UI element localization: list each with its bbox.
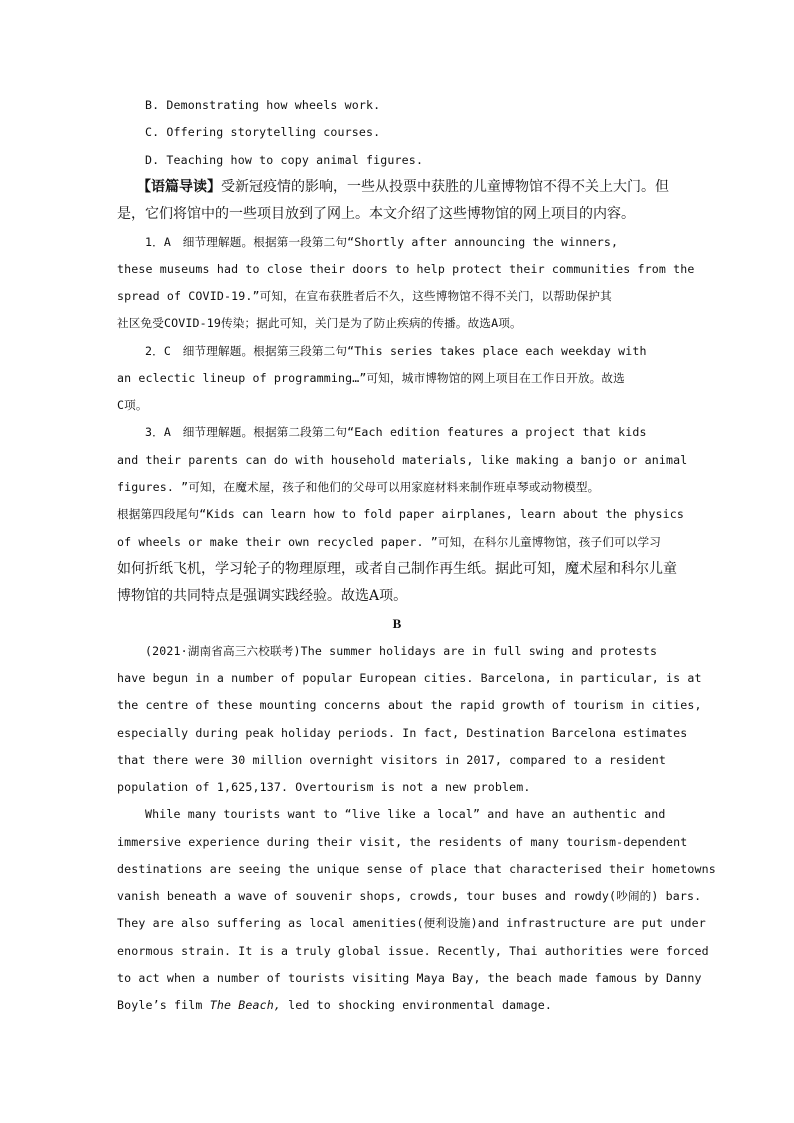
answer-3-line-1: 3．A 细节理解题。根据第二段第二句“Each edition features a project that kids: [145, 425, 647, 439]
section-b-p1-line-2: have begun in a number of popular European cities. Barcelona, in particular, is at: [117, 671, 702, 685]
section-b-p2-line-5: They are also suffering as local amenities(便利设施)and infrastructure are put under: [117, 916, 706, 930]
p2-last-text-post: led to shocking environmental damage.: [281, 998, 552, 1012]
section-b-p2-line-8: [117, 997, 677, 1013]
option-d: D. Teaching how to copy animal figures.: [145, 153, 424, 167]
section-b-p2-line-1: While many tourists want to “live like a local” and have an authentic and: [145, 807, 666, 821]
answer-2-line-2: an eclectic lineup of programming…”可知，城市博物馆的网上项目在工作日开放。故选: [117, 371, 625, 385]
film-title: The Beach,: [209, 998, 282, 1012]
answer-1-line-4: 社区免受COVID-19传染；据此可知，关门是为了防止疾病的传播。故选A项。: [117, 316, 522, 330]
section-b-p2-line-7: to act when a number of tourists visiting Maya Bay, the beach made famous by Danny: [117, 971, 702, 985]
answer-3-line-3: figures. ”可知，在魔术屋，孩子和他们的父母可以用家庭材料来制作班卓琴或动物模型。: [117, 480, 600, 494]
passage-guide-line-1: [137, 179, 697, 195]
option-b: B. Demonstrating how wheels work.: [145, 98, 381, 112]
passage-guide-text-1: 受新冠疫情的影响，一些从投票中获胜的儿童博物馆不得不关上大门。但: [221, 179, 669, 195]
answer-1-line-2: these museums had to close their doors to help protect their communities from the: [117, 262, 695, 276]
answer-3-line-2: and their parents can do with household materials, like making a banjo or animal: [117, 453, 688, 467]
section-b-p2-line-2: immersive experience during their visit, the residents of many tourism-dependent: [117, 835, 688, 849]
section-b-p2-line-4: vanish beneath a wave of souvenir shops, crowds, tour buses and rowdy(吵闹的) bars.: [117, 889, 702, 903]
section-b-p2-line-6: enormous strain. It is a truly global issue. Recently, Thai authorities were forced: [117, 944, 709, 958]
section-b-p1-line-4: especially during peak holiday periods. In fact, Destination Barcelona estimates: [117, 726, 688, 740]
answer-3-line-6: 如何折纸飞机，学习轮子的物理原理，或者自己制作再生纸。据此可知，魔术屋和科尔儿童: [117, 561, 677, 577]
section-b-p1-line-6: population of 1,625,137. Overtourism is not a new problem.: [117, 780, 531, 794]
answer-1-line-3: spread of COVID-19.”可知，在宣布获胜者后不久，这些博物馆不得不关门，以帮助保护其: [117, 289, 612, 303]
answer-3-line-5: of wheels or make their own recycled paper. ”可知，在科尔儿童博物馆，孩子们可以学习: [117, 535, 661, 549]
answer-1-line-1: 1．A 细节理解题。根据第一段第二句“Shortly after announcing the winners,: [145, 235, 619, 249]
section-b-heading: B: [392, 616, 402, 631]
answer-3-line-4: 根据第四段尾句“Kids can learn how to fold paper airplanes, learn about the physics: [117, 507, 685, 521]
section-b-p1-line-3: the centre of these mounting concerns about the rapid growth of tourism in cities,: [117, 698, 702, 712]
section-b-p2-line-3: destinations are seeing the unique sense of place that characterised their hometowns: [117, 862, 716, 876]
answer-2-line-3: C项。: [117, 398, 148, 412]
option-c: C. Offering storytelling courses.: [145, 125, 381, 139]
answer-2-line-1: 2．C 细节理解题。根据第三段第二句“This series takes place each weekday with: [145, 344, 647, 358]
section-b-p1-line-5: that there were 30 million overnight visitors in 2017, compared to a resident: [117, 753, 667, 767]
passage-guide-tag: 【语篇导读】: [137, 179, 221, 195]
section-b-p1-line-1: (2021·湖南省高三六校联考)The summer holidays are in full swing and protests: [145, 644, 658, 658]
answer-3-line-7: 博物馆的共同特点是强调实践经验。故选A项。: [117, 588, 408, 604]
p2-last-text-pre: Boyle’s film: [117, 998, 210, 1012]
passage-guide-line-2: 是，它们将馆中的一些项目放到了网上。本文介绍了这些博物馆的网上项目的内容。: [117, 206, 635, 222]
